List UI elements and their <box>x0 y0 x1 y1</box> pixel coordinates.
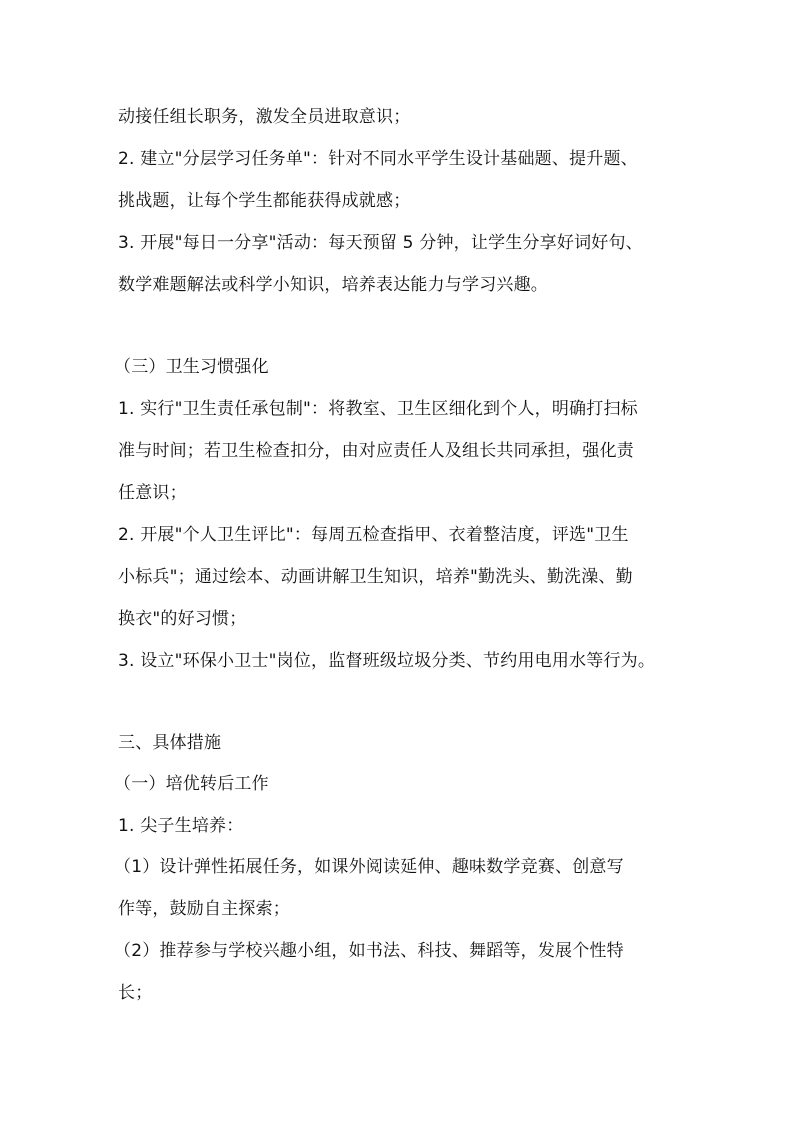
text-line: 2. 建立"分层学习任务单"：针对不同水平学生设计基础题、提升题、 <box>118 149 638 169</box>
text-line: 数学难题解法或科学小知识，培养表达能力与学习兴趣。 <box>118 275 548 295</box>
text-line: （1）设计弹性拓展任务，如课外阅读延伸、趣味数学竞赛、创意写 <box>114 857 624 877</box>
section-heading: （一）培优转后工作 <box>114 774 269 794</box>
text-line: 1. 实行"卫生责任承包制"：将教室、卫生区细化到个人，明确打扫标 <box>118 399 638 419</box>
text-line: 小标兵"；通过绘本、动画讲解卫生知识，培养"勤洗头、勤洗澡、勤 <box>118 567 633 587</box>
text-line: 换衣"的好习惯； <box>118 609 247 629</box>
text-line: 2. 开展"个人卫生评比"：每周五检查指甲、衣着整洁度，评选"卫生 <box>118 525 629 545</box>
chapter-heading: 三、具体措施 <box>118 733 222 753</box>
text-line: 动接任组长职务，激发全员进取意识； <box>118 107 411 127</box>
text-line: 长； <box>118 983 153 1003</box>
text-line: （2）推荐参与学校兴趣小组，如书法、科技、舞蹈等，发展个性特 <box>114 941 624 961</box>
text-line: 1. 尖子生培养： <box>118 816 244 836</box>
text-line: 准与时间；若卫生检查扣分，由对应责任人及组长共同承担，强化责 <box>118 441 634 461</box>
text-line: 挑战题，让每个学生都能获得成就感； <box>118 191 411 211</box>
text-line: 3. 开展"每日一分享"活动：每天预留 5 分钟，让学生分享好词好句、 <box>118 233 643 253</box>
text-line: 作等，鼓励自主探索； <box>118 899 290 919</box>
text-line: 3. 设立"环保小卫士"岗位，监督班级垃圾分类、节约用电用水等行为。 <box>118 651 656 671</box>
text-line: 任意识； <box>118 483 187 503</box>
section-heading: （三）卫生习惯强化 <box>114 357 269 377</box>
